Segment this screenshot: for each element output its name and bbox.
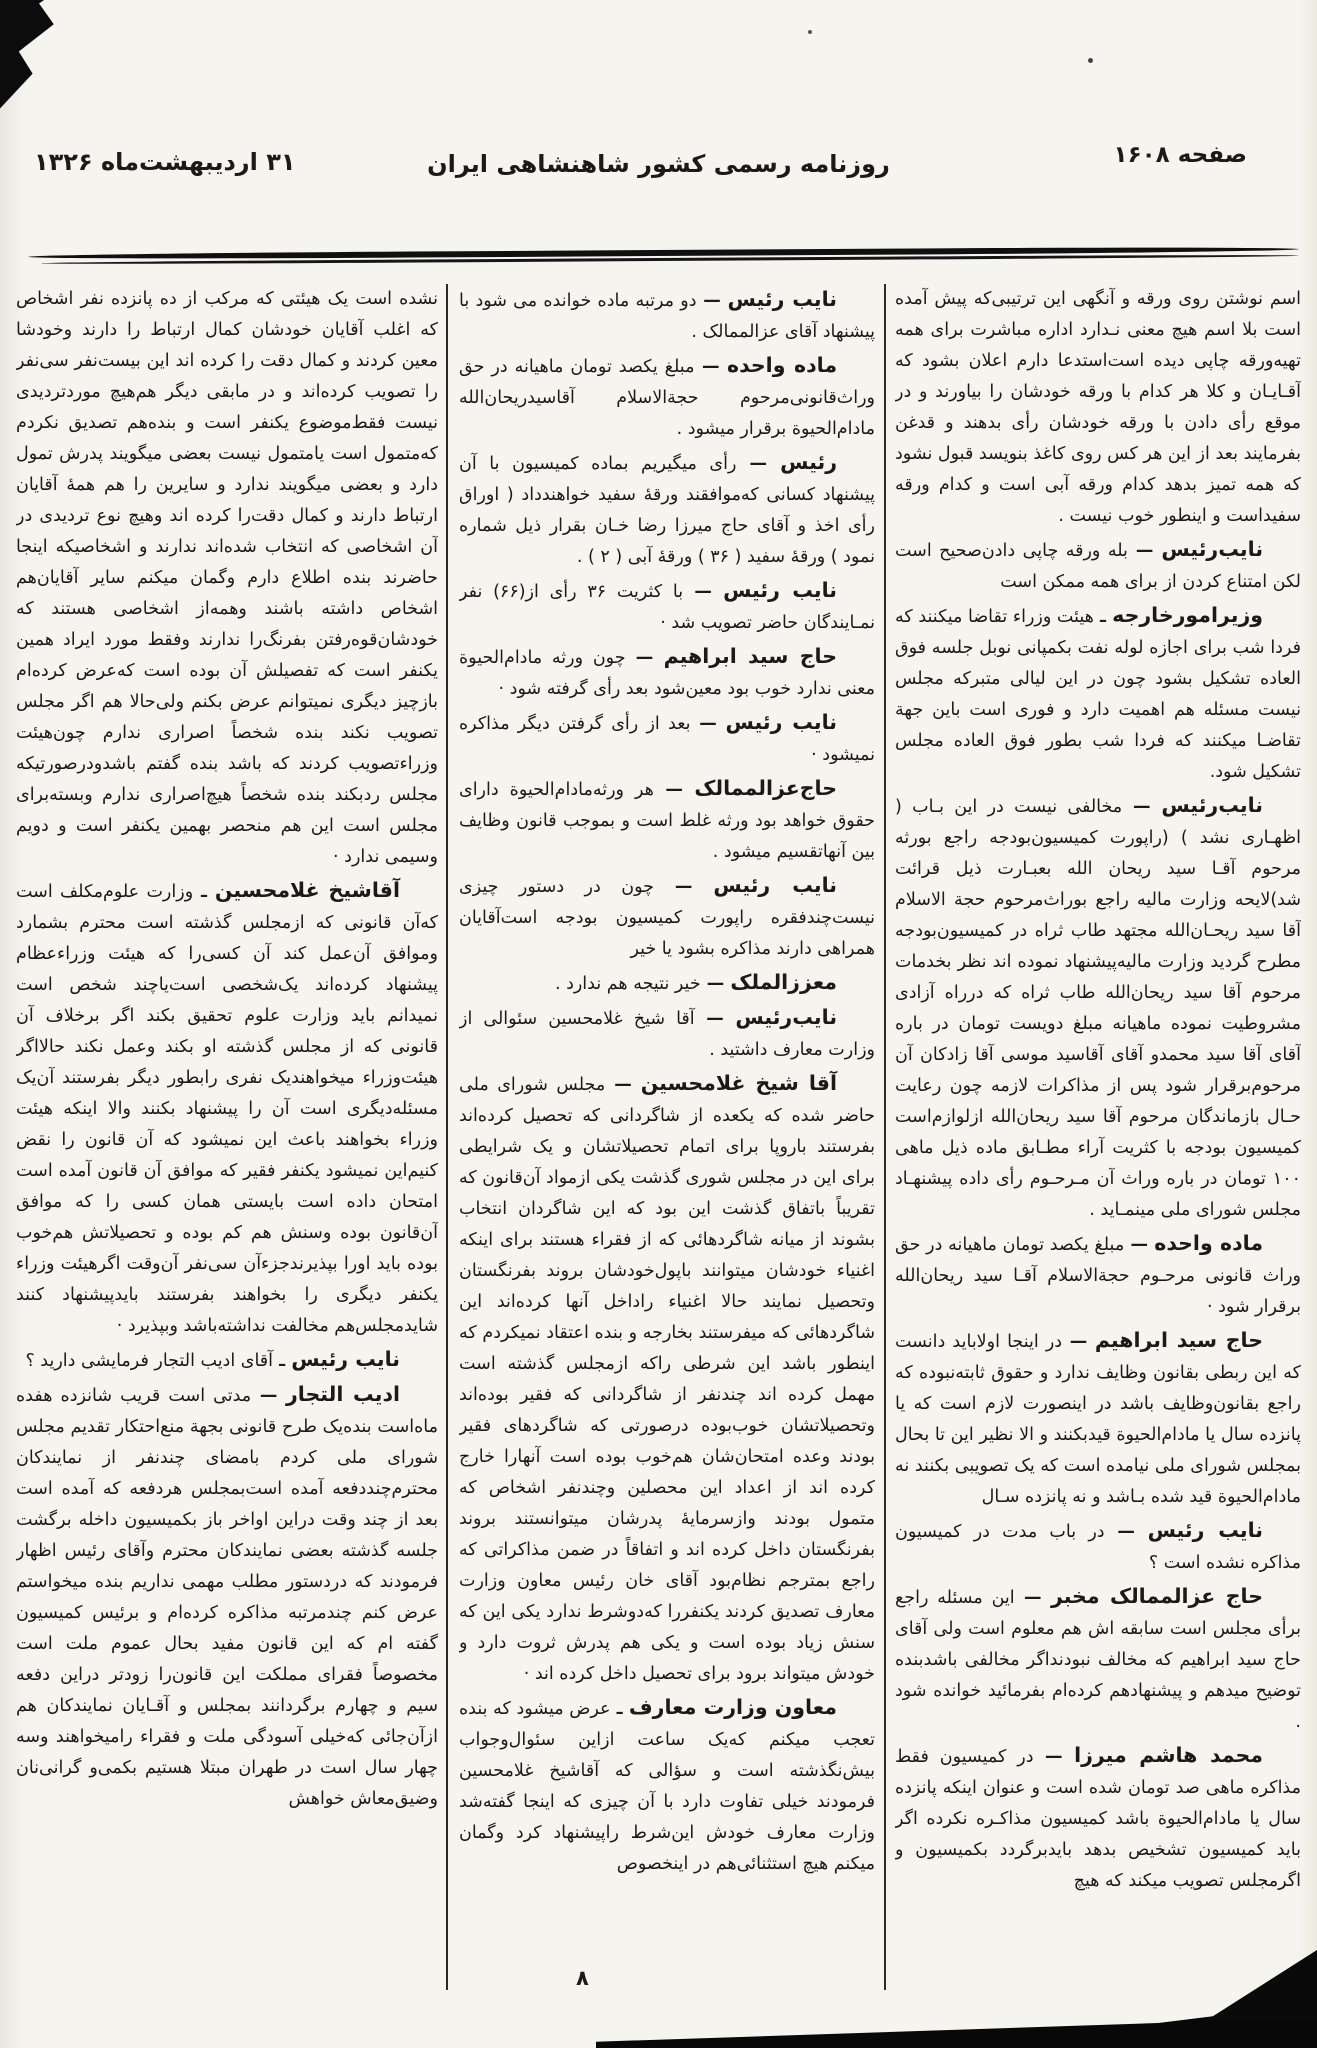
issue-date: ۳۱ اردیبهشت‌ماه ۱۳۲۶	[34, 148, 296, 176]
speaker-separator: —	[1062, 1332, 1095, 1352]
speaker-name: نایب رئیس	[291, 1347, 400, 1371]
speaker-separator: —	[694, 357, 727, 377]
paragraph-text: مبلغ یکصد تومان ماهیانه در حق وراث‌قانونی‌مرحوم حجة‌الاسلام آقاسیدریحان‌الله مادام‌الحیوة برقرار میشود .	[459, 357, 875, 439]
paragraph	[459, 1002, 875, 1066]
speaker-separator: ـ	[610, 1699, 629, 1719]
speaker-name: نایب‌رئیس	[735, 1005, 838, 1029]
speaker-name: آقاشیخ غلامحسین	[214, 878, 400, 902]
paragraph	[459, 641, 875, 705]
paragraph-text: بله ورقه چاپی دادن‌صحیح است لکن امتناع کردن از برای همه ممکن است	[895, 541, 1301, 592]
paragraph	[895, 284, 1301, 532]
speaker-name: وزیرامورخارجه	[1112, 603, 1263, 627]
speaker-separator: —	[1124, 1235, 1155, 1255]
newspaper-title: روزنامه رسمی کشور شاهنشاهی ایران	[427, 150, 890, 178]
paragraph-text: مجلس شورای ملی حاضر شده که یکعده از شاگردانی که تحصیل کرده‌اند بفرستند باروپا برای اتمام تحصیلاتشان و یک شرایطی برای این در مجلس شوری گذشت یکی ازمواد آن‌قانون که تقریباً باتفاق گذشت این بود که این شاگردان انتخاب بشوند از میانه شاگردهائی که از فقراء هستند برای اینکه اغنیاء خودشان میتوانند باپول‌خودشان بروند بفرنگستان وتحصیل نمایند حالا اغنیاء راداخل آنها کرده‌اند این شاگردهائی که میفرستند بخارجه و بنده اعتقاد نمیکردم که اینطور باشد این شرطی راکه ازمجلس گذشته است مهمل کرده اند چندنفر از شاگردانی که فقیر بوده‌اند وتحصیلاتشان خوب‌بوده درصورتی که شاگردهای فقیر بودند وعده امتحان‌شان هم‌خوب بوده است آنهارا خارج کرده اند از اعداد این محصلین وچندنفر اشخاص که متمول بودند وازسرمایهٔ پدرشان میتوانستند بروند بفرنگستان داخل کرده اند و اتفاقاً در ضمن مذاکراتی که راجع بمترجم نظام‌بود آقای خان رئیس معاون وزارت معارف تصدیق کردند یکنفررا که‌دوشرط ندارد یکی این که سنش زیاد بوده است و یکی هم پدرش ثروت دارد و خودش میتواند برود برای تحصیل داخل کرده اند ·	[459, 1075, 875, 1684]
paragraph-text: وزارت علوم‌مکلف است که‌آن قانونی که ازمجلس گذشته است محترم بشمارد وموافق آن‌عمل کند آن کسی‌را که هیئت وزراءعظام پیشنهاد کرده‌اند یک‌شخصی است‌یاچند شخص است نمیدانم باید وزارت علوم تحقیق بکند اگر برخلاف آن قانونی که از مجلس گذشته او بکند وعمل نکند حالااگر هیئت‌وزراء میخواهندیک نفری رابطور دیگر بفرستند آن‌یک مسئله‌دیگری است آن را پیشنهاد بکنند والا اینکه هیئت وزراء بخواهند باعث این نمیشود که آن قانون را نقض کنیم‌این نمیشود یکنفر فقیر که موافق آن قانون آمده است امتحان داده است بایستی همان کسی را که موافق آن‌قانون بوده وسنش هم کم بوده و تحصیلاتش هم‌خوب بوده باید اورا بپذیرندجزءآن سی‌نفر آن‌وقت اگرهیئت وزراء یکنفر دیگری را بخواهند بفرستند بایدپیشنهاد کنند شایدمجلس‌هم مخالفت نداشته‌باشد وبپذیرد ·	[16, 882, 438, 1336]
paragraph	[895, 1325, 1301, 1513]
speaker-separator: —	[1014, 1588, 1051, 1608]
speaker-separator: —	[605, 1075, 641, 1095]
scan-artifact-bottom-bar	[596, 1996, 1317, 2048]
scan-artifact-speck	[1088, 58, 1093, 63]
speaker-name: حاج سید ابراهیم	[663, 644, 837, 668]
paragraph	[895, 534, 1301, 598]
header-rule	[28, 246, 1299, 268]
column-left	[16, 284, 438, 1990]
paragraph	[459, 284, 875, 348]
paragraph	[895, 1515, 1301, 1579]
speaker-name: نایب رئیس	[723, 578, 837, 602]
speaker-separator: —	[694, 1009, 736, 1029]
paragraph	[459, 707, 875, 771]
speaker-separator: —	[700, 974, 731, 994]
paragraph-text: مخالفی نیست در این بـاب ( اظهـاری نشد ) (راپورت کمیسیون‌بودجه راجع بورثه مرحوم آقـا سید ریحان الله بعبـارت ذیل قرائت شد)لایحه وزارت مالیه راجع بوراث‌مرحوم حجة الاسلام آقا سید ریحـان‌الله مجتهد طاب ثراه در کمیسیون‌بودجه مطرح گردید وزارت مالیه‌پیشنهاد نموده اند نظر بخدمات مرحوم آقا سید ریحان‌الله طاب ثراه که درراه آزادی مشروطیت نموده ماهیانه مبلغ دویست تومان در باره آقای آقا سید محمدو آقای آقاسید موسی آقا زادکان آن مرحوم‌برقرار شود پس از مذاکرات لازمه چون رعایت حـال بازماندگان مرحوم آقا سید ریحان‌الله ازلوازم‌است کمیسیون بودجه با کثریت آراء مطـابق ماده ذیل ماهی ۱۰۰ تومان در باره وراث آن مـرحـوم رأی داده پیشنهـاد مجلس شورای ملی مینمـاید .	[895, 797, 1301, 1220]
paragraph	[459, 870, 875, 965]
paragraph-text: چون در دستور چیزی نیست‌چندفقره راپورت کمیسیون بودجه است‌آقایان همراهی دارند مذاکره بشود یا خیر	[459, 877, 875, 959]
speaker-name: حاج سید ابراهیم	[1094, 1328, 1263, 1352]
column-right	[895, 284, 1301, 1990]
paragraph-text: رأی میگیریم بماده کمیسیون با آن پیشنهاد کسانی که‌موافقند ورقهٔ سفید خواهندداد ( اوراق رأی اخذ و آقای حاج میرزا رضا خـان بقرار ذیل شماره نمود ) ورقهٔ سفید ( ۳۶ ) ورقهٔ آبی ( ۲ ) .	[459, 454, 875, 567]
speaker-separator: —	[1104, 1522, 1148, 1542]
paragraph-text: نشده است یک هیئتی که مرکب از ده پانزده نفر اشخاص که اغلب آقایان خودشان کمال ارتباط را دارند وخودشا معین کردند و کمال دقت را کرده اند این بیست‌نفر سی‌نفر را تصویب کرده‌اند و در مابقی دیگر هم‌هیچ موردتردیدی نیست فقط‌موضوع یکنفر است و بنده‌هم تصدیق نکردم که‌متمول است یامتمول نیست بعضی میگویند پدرش تمول دارد و بعضی میگویند ندارد و سایرین را هم همهٔ آقایان ارتباط دارند و کمال دقت‌را کرده اند وهیچ نوع تردیدی در آن اشخاصی که انتخاب شده‌اند ندارند و اشخاصیکه اینجا حاضرند بنده اطلاع دارم وگمان میکنم سایر آقایان‌هم اشخاص داشته باشند وهمه‌از اشخاصی هستند که خودشان‌قوه‌رفتن بفرنگ‌را ندارند وفقط مورد ایراد همین یکنفر است که تفصیلش آن بوده است که‌عرض کرده‌ام بازچیز دیگری نمیتوانم عرض بکنم ولی‌حالا هم اگر مجلس تصویب نکند بنده شخصاً اصراری ندارم چون‌هیئت وزراءتصویب کردند که باشد بنده گفتم باشدودرصورتیکه مجلس ردبکند بنده شخصاً هیچ‌اصراری ندارم وبسته‌برای مجلس است این هم منحصر بهمین یکنفر است و دویم وسیمی ندارد ·	[16, 289, 438, 867]
speaker-name: حاج‌عزالممالک	[694, 776, 837, 800]
speaker-separator: —	[653, 877, 714, 897]
speaker-separator: —	[696, 291, 728, 311]
paragraph	[459, 967, 875, 1000]
paragraph-text: هر ورثه‌مادام‌الحیوة دارای حقوق خواهد بود ورثه غلط است و بموجب قانون وظایف بین آنهاتقسیم میشود .	[459, 780, 875, 862]
speaker-separator: —	[1033, 1747, 1075, 1767]
speaker-separator: ـ	[273, 1351, 292, 1371]
speaker-separator: ـ	[1093, 607, 1113, 627]
paragraph-text: چون ورثه مادام‌الحیوة معنی ندارد خوب بود معین‌شود بعد رأی گرفته شود ·	[459, 648, 875, 699]
speaker-separator: —	[736, 454, 781, 474]
paragraph-text: آقای ادیب التجار فرمایشی دارید ؟	[25, 1351, 274, 1371]
speaker-name: ماده واحده	[726, 353, 838, 377]
speaker-name: معززالملک	[730, 970, 837, 994]
column-middle	[459, 284, 875, 1990]
paragraph-text: بعد از رأی گرفتن دیگر مذاکره نمیشود ·	[459, 714, 875, 765]
speaker-separator: —	[625, 648, 664, 668]
speaker-separator: —	[690, 714, 726, 734]
speaker-name: محمد هاشم میرزا	[1074, 1743, 1263, 1767]
paragraph-text: آقا شیخ غلامحسین سئوالی از وزارت معارف داشتید .	[459, 1009, 875, 1060]
speaker-name: نایب رئیس	[713, 873, 838, 897]
paragraph	[459, 350, 875, 445]
paragraph-text: در کمیسیون فقط مذاکره ماهی صد تومان شده است و عنوان اینکه پانزده سال یا مادام‌الحیوة باشد کمیسیون مذاکـره نکرده اگر باید کمیسیون تشخیص بدهد بایدبرگردد بکمیسیون و اگرمجلس تصویب میکند که هیچ	[895, 1747, 1301, 1891]
paragraph	[459, 575, 875, 639]
paragraph	[16, 1379, 438, 1815]
speaker-separator: —	[653, 780, 695, 800]
paragraph-text: اسم نوشتن روی ورقه و آنگهی این ترتیبی‌که پیش آمده است بلا اسم هیچ معنی نـدارد اداره مباشرت برای همه تهیه‌ورقه چاپی دیده است‌استدعا دارم اعلان بشود که آقـایـان و کلا هر کدام با ورقه خودشان را بیاورند و در موقع رأی دادن با ورقه خودشان رأی بدهند و قدغن بفرمایند بعد از این هر کس روی کاغذ بنویسد قبول نشود که همه تمیز بدهد کدام ورقه آبی است و کدام ورقه سفیداست و اینطور خوب نیست .	[895, 289, 1301, 526]
speaker-separator: —	[1122, 797, 1162, 817]
column-divider	[446, 284, 448, 1990]
speaker-separator: —	[251, 1386, 286, 1406]
speaker-separator: ـ	[193, 882, 215, 902]
speaker-name: نایب‌رئیس	[1161, 537, 1264, 561]
paragraph	[16, 875, 438, 1342]
paragraph-text: مبلغ یکصد تومان ماهیانه در حق وراث قانونی مرحـوم حجة‌الاسلام آقـا سید ریحان‌الله برقرار شود ·	[895, 1235, 1301, 1317]
paragraph	[459, 1692, 875, 1880]
speaker-separator: —	[1127, 541, 1162, 561]
speaker-name: معاون وزارت معارف	[628, 1695, 838, 1719]
paragraph-text: با کثریت ۳۶ رأی از(۶۶) نفر نمـایندگان حاضر تصویب شد ·	[459, 582, 875, 633]
speaker-name: آقا شیخ غلامحسین	[640, 1071, 838, 1095]
paragraph-text: دو مرتبه ماده خوانده می شود با پیشنهاد آقای عزالممالک .	[459, 291, 875, 342]
speaker-name: نایب رئیس	[725, 710, 837, 734]
paragraph	[895, 790, 1301, 1226]
speaker-name: حاج عزالممالک مخبر	[1050, 1584, 1263, 1608]
speaker-name: نایب‌رئیس	[1161, 793, 1263, 817]
footer-page-number: ۸	[576, 1966, 589, 1990]
paragraph	[895, 1581, 1301, 1738]
paragraph-text: مدتی است قریب شانزده هفده ماه‌است بنده‌یک طرح قانونی بجهة منع‌احتکار تقدیم مجلس شورای ملی کردم بامضای چندنفر از نمایندکان محترم‌چنددفعه آمده است‌بمجلس هردفعه که آمده است بعد از چند وقت دراین اواخر باز بکمیسیون داخله برگشت جلسه گذشته بعضی نمایندکان محترم وآقای رئیس اظهار فرمودند که دردستور مطلب مهمی نداریم بنده میخواستم عرض کنم چندمرتبه مذاکره کرده‌ام و برئیس کمیسیون گفته ام که این قانون مفید بحال عموم ملت است مخصوصاً فقرای مملکت این قانون‌را زودتر دراین دفعه سیم و چهارم برگردانند بمجلس و آقـایان نمایندکان هم ازآن‌جائی که‌خیلی آسودگی ملت و فقراء رامیخواهند وسه چهار سال است در طهران مبتلا هستیم بکمی‌و گرانی‌نان وضیق‌معاش خواهش	[16, 1386, 438, 1809]
paragraph	[16, 1344, 438, 1377]
paragraph	[895, 1228, 1301, 1323]
paragraph-text: خیر نتیجه هم ندارد .	[554, 974, 701, 994]
speaker-name: رئیس	[780, 450, 838, 474]
paragraph	[895, 1740, 1301, 1897]
paragraph-text: در اینجا اولاباید دانست که این ربطی بقانون وظایف ندارد و حقوق ثابته‌نبوده که راجع بقانون‌وظایف باشد در اینصورت لازم است که یا پانزده سال یا مادام‌الحیوة قیدبکنند و الا نظیر این تا بحال بمجلس شورای ملی نیامده است که یک تصویبی بکنند نه مادام‌الحیوة قید شده بـاشد و نه پانزده سـال	[895, 1332, 1301, 1507]
paragraph	[459, 447, 875, 573]
paragraph-text: هیئت وزراء تقاضا میکنند که فردا شب برای اجازه لوله نفت بکمپانی نوبل جلسه فوق العاده تشکیل بشود چون در این لیالی متبرکه مجلس نیست مسئله هم اهمیت دارد و فوری است باین جهة تقاضـا میکنند که فردا شب بطور فوق العاده مجلس تشکیل شود.	[895, 607, 1301, 782]
speaker-name: نایب رئیس	[1147, 1518, 1264, 1542]
page-number-label: صفحه ۱۶۰۸	[1113, 142, 1247, 168]
paragraph-text: در باب مدت در کمیسیون مذاکره نشده است ؟	[895, 1522, 1301, 1573]
paragraph-text: این مسئله راجع برأی مجلس است سابقه اش هم معلوم است ولی آقای حاج سید ابراهیم که مخالف نبودنداگر مخالفی باشدبنده توضیح میدهم و پیشنهادهم کرده‌ام بفرمائید خوانده شود .	[895, 1588, 1301, 1732]
speaker-separator: —	[683, 582, 724, 602]
scan-artifact-corner-blot	[0, 0, 74, 110]
column-divider	[884, 284, 886, 1990]
paragraph-text: عرض میشود که بنده تعجب میکنم که‌یک ساعت ازاین سئوال‌وجواب بیش‌نگذشته است و سؤالی که آقاشیخ غلامحسین فرمودند خیلی تفاوت دارد با آن چیزی که اینجا گفته‌شد وزارت معارف خودش این‌شرط راپیشنهاد کرد وگمان میکنم هیچ استثنائی‌هم در اینخصوص	[459, 1699, 875, 1874]
speaker-name: نایب رئیس	[727, 287, 837, 311]
paragraph	[459, 1068, 875, 1690]
paragraph	[16, 284, 438, 873]
paragraph	[459, 773, 875, 868]
scan-artifact-speck	[808, 30, 812, 34]
speaker-name: ماده واحده	[1154, 1231, 1264, 1255]
speaker-name: ادیب التجار	[285, 1382, 400, 1406]
paragraph	[895, 600, 1301, 788]
